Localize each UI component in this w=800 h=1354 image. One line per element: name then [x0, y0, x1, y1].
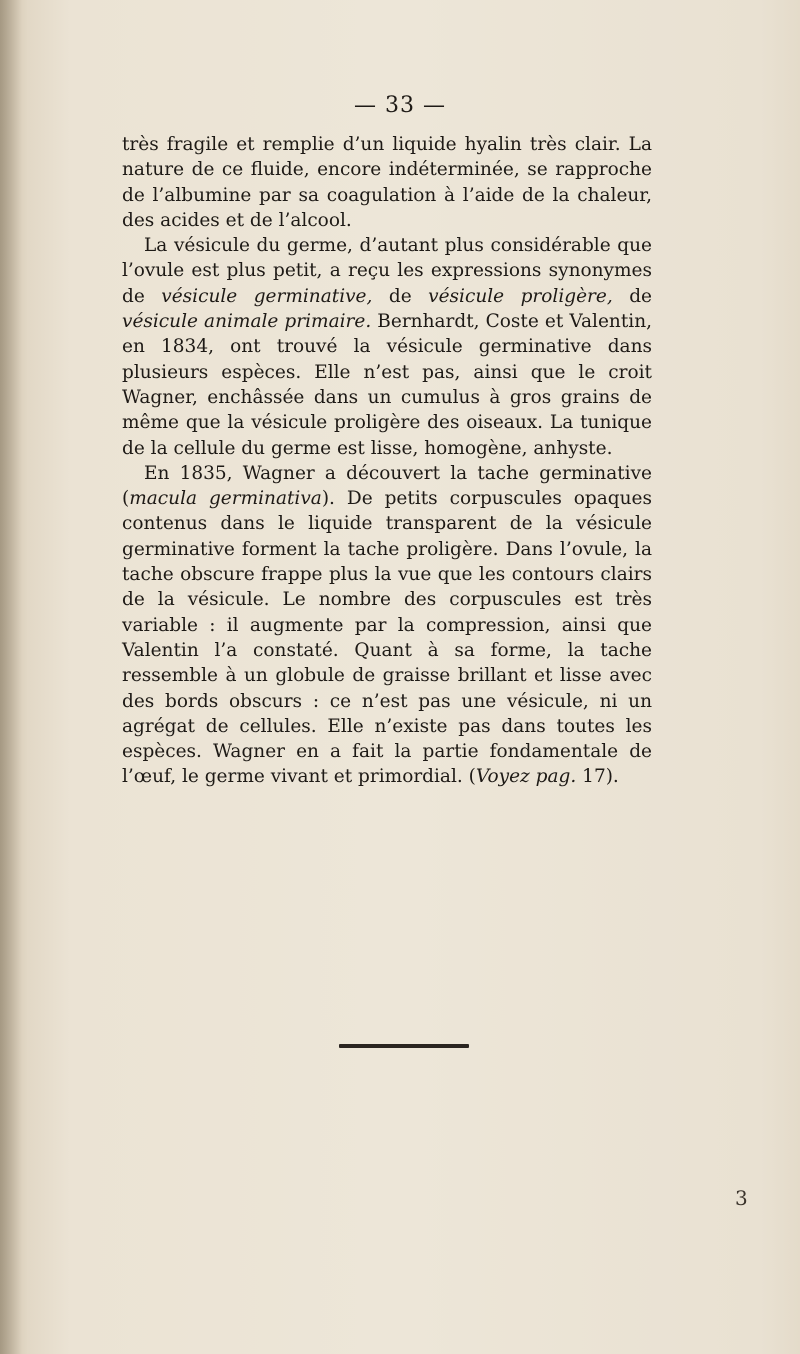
- italic-term: vésicule germinative,: [161, 285, 373, 307]
- paragraph-3: [122, 461, 652, 790]
- binding-shadow: [0, 0, 22, 1354]
- paragraph-2: [122, 233, 652, 461]
- text-run: La vésicule du germe, d’autant plus considérable que l’ovule est plus petit, a reçu les expressions synonymes de: [122, 235, 652, 307]
- section-rule: [339, 1044, 469, 1048]
- text-run: Bernhardt, Coste et Valentin, en 1834, ont trouvé la vésicule germinative dans plusieurs espèces. Elle n’est pas, ainsi que le croit Wagner, enchâssée dans un cumulus à gros grains de même que la vésicule proligère des oiseaux. La tunique de la cellule du germe est lisse, homogène, anhyste.: [122, 311, 652, 459]
- text-run: ). De petits corpuscules opaques contenus dans le liquide transparent de la vésicule germinative forment la tache proligère. Dans l’ovule, la tache obscure frappe plus la vue que les contours clairs de la vésicule. Le nombre des corpuscules est très variable : il augmente par la compression, ainsi que Valentin l’a constaté. Quant à sa forme, la tache ressemble à un globule de graisse brillant et lisse avec des bords obscurs : ce n’est pas une vésicule, ni un agrégat de cellules. Elle n’existe pas dans toutes les espèces. Wagner en a fait la partie fondamentale de l’œuf, le germe vivant et primordial. (: [122, 488, 652, 788]
- body-text: [122, 132, 652, 790]
- text-run: 17).: [576, 766, 619, 788]
- italic-term: vésicule animale primaire.: [122, 311, 372, 333]
- italic-term: macula germinativa: [129, 488, 322, 510]
- text-run: de: [612, 285, 652, 307]
- italic-reference: Voyez pag.: [475, 766, 577, 788]
- text-run: En 1835, Wagner a découvert la tache germinative (: [122, 462, 652, 510]
- signature-mark: 3: [735, 1186, 748, 1210]
- paragraph-1: [122, 132, 652, 233]
- paragraph-1-text: très fragile et remplie d’un liquide hyalin très clair. La nature de ce fluide, encore indéterminée, se rapproche de l’albumine par sa coagulation à l’aide de la chaleur, des acides et de l’alcool.: [122, 134, 652, 231]
- text-run: de: [372, 285, 429, 307]
- page-number: — 33 —: [354, 93, 446, 118]
- italic-term: vésicule proligère,: [428, 285, 613, 307]
